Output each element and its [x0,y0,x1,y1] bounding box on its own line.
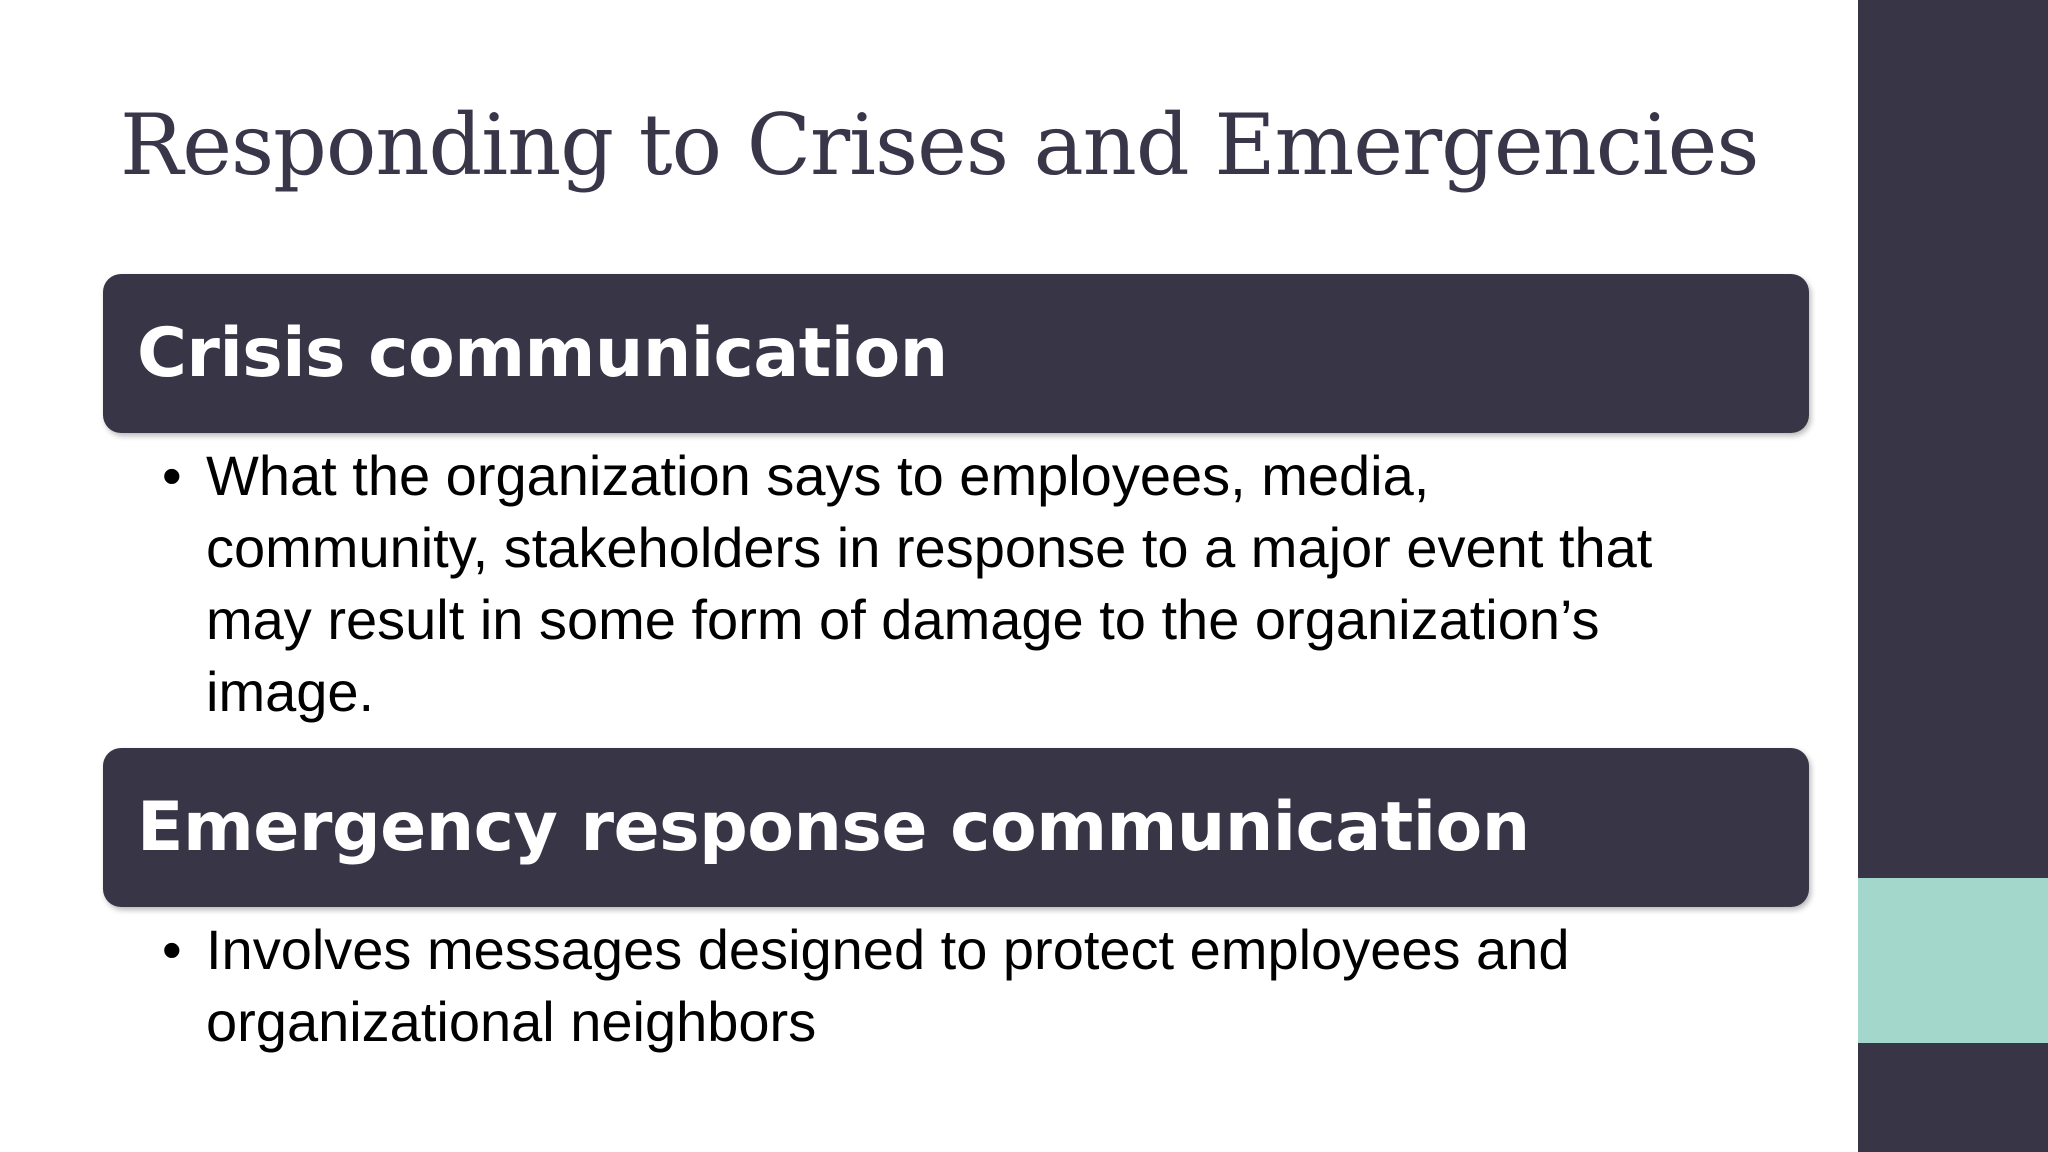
side-accent-block [1858,878,2048,1043]
bullet-list-crisis [160,440,1720,728]
list-item [160,440,1720,728]
bullet-text: Involves messages designed to protect employees and organizational neighbors [206,918,1570,1053]
list-item [160,914,1720,1058]
section-header-emergency [103,748,1809,907]
bullet-list-emergency [160,914,1720,1058]
slide-title: Responding to Crises and Emergencies [120,96,1759,194]
section-heading: Emergency response communication [137,788,1530,867]
bullet-text: What the organization says to employees, media, community, stakeholders in response to a major event that may result in some form of damage to the organization’s image. [206,444,1653,723]
bullet-icon: • [162,444,182,507]
bullet-icon: • [162,918,182,981]
section-heading: Crisis communication [137,314,948,393]
section-header-crisis [103,274,1809,433]
